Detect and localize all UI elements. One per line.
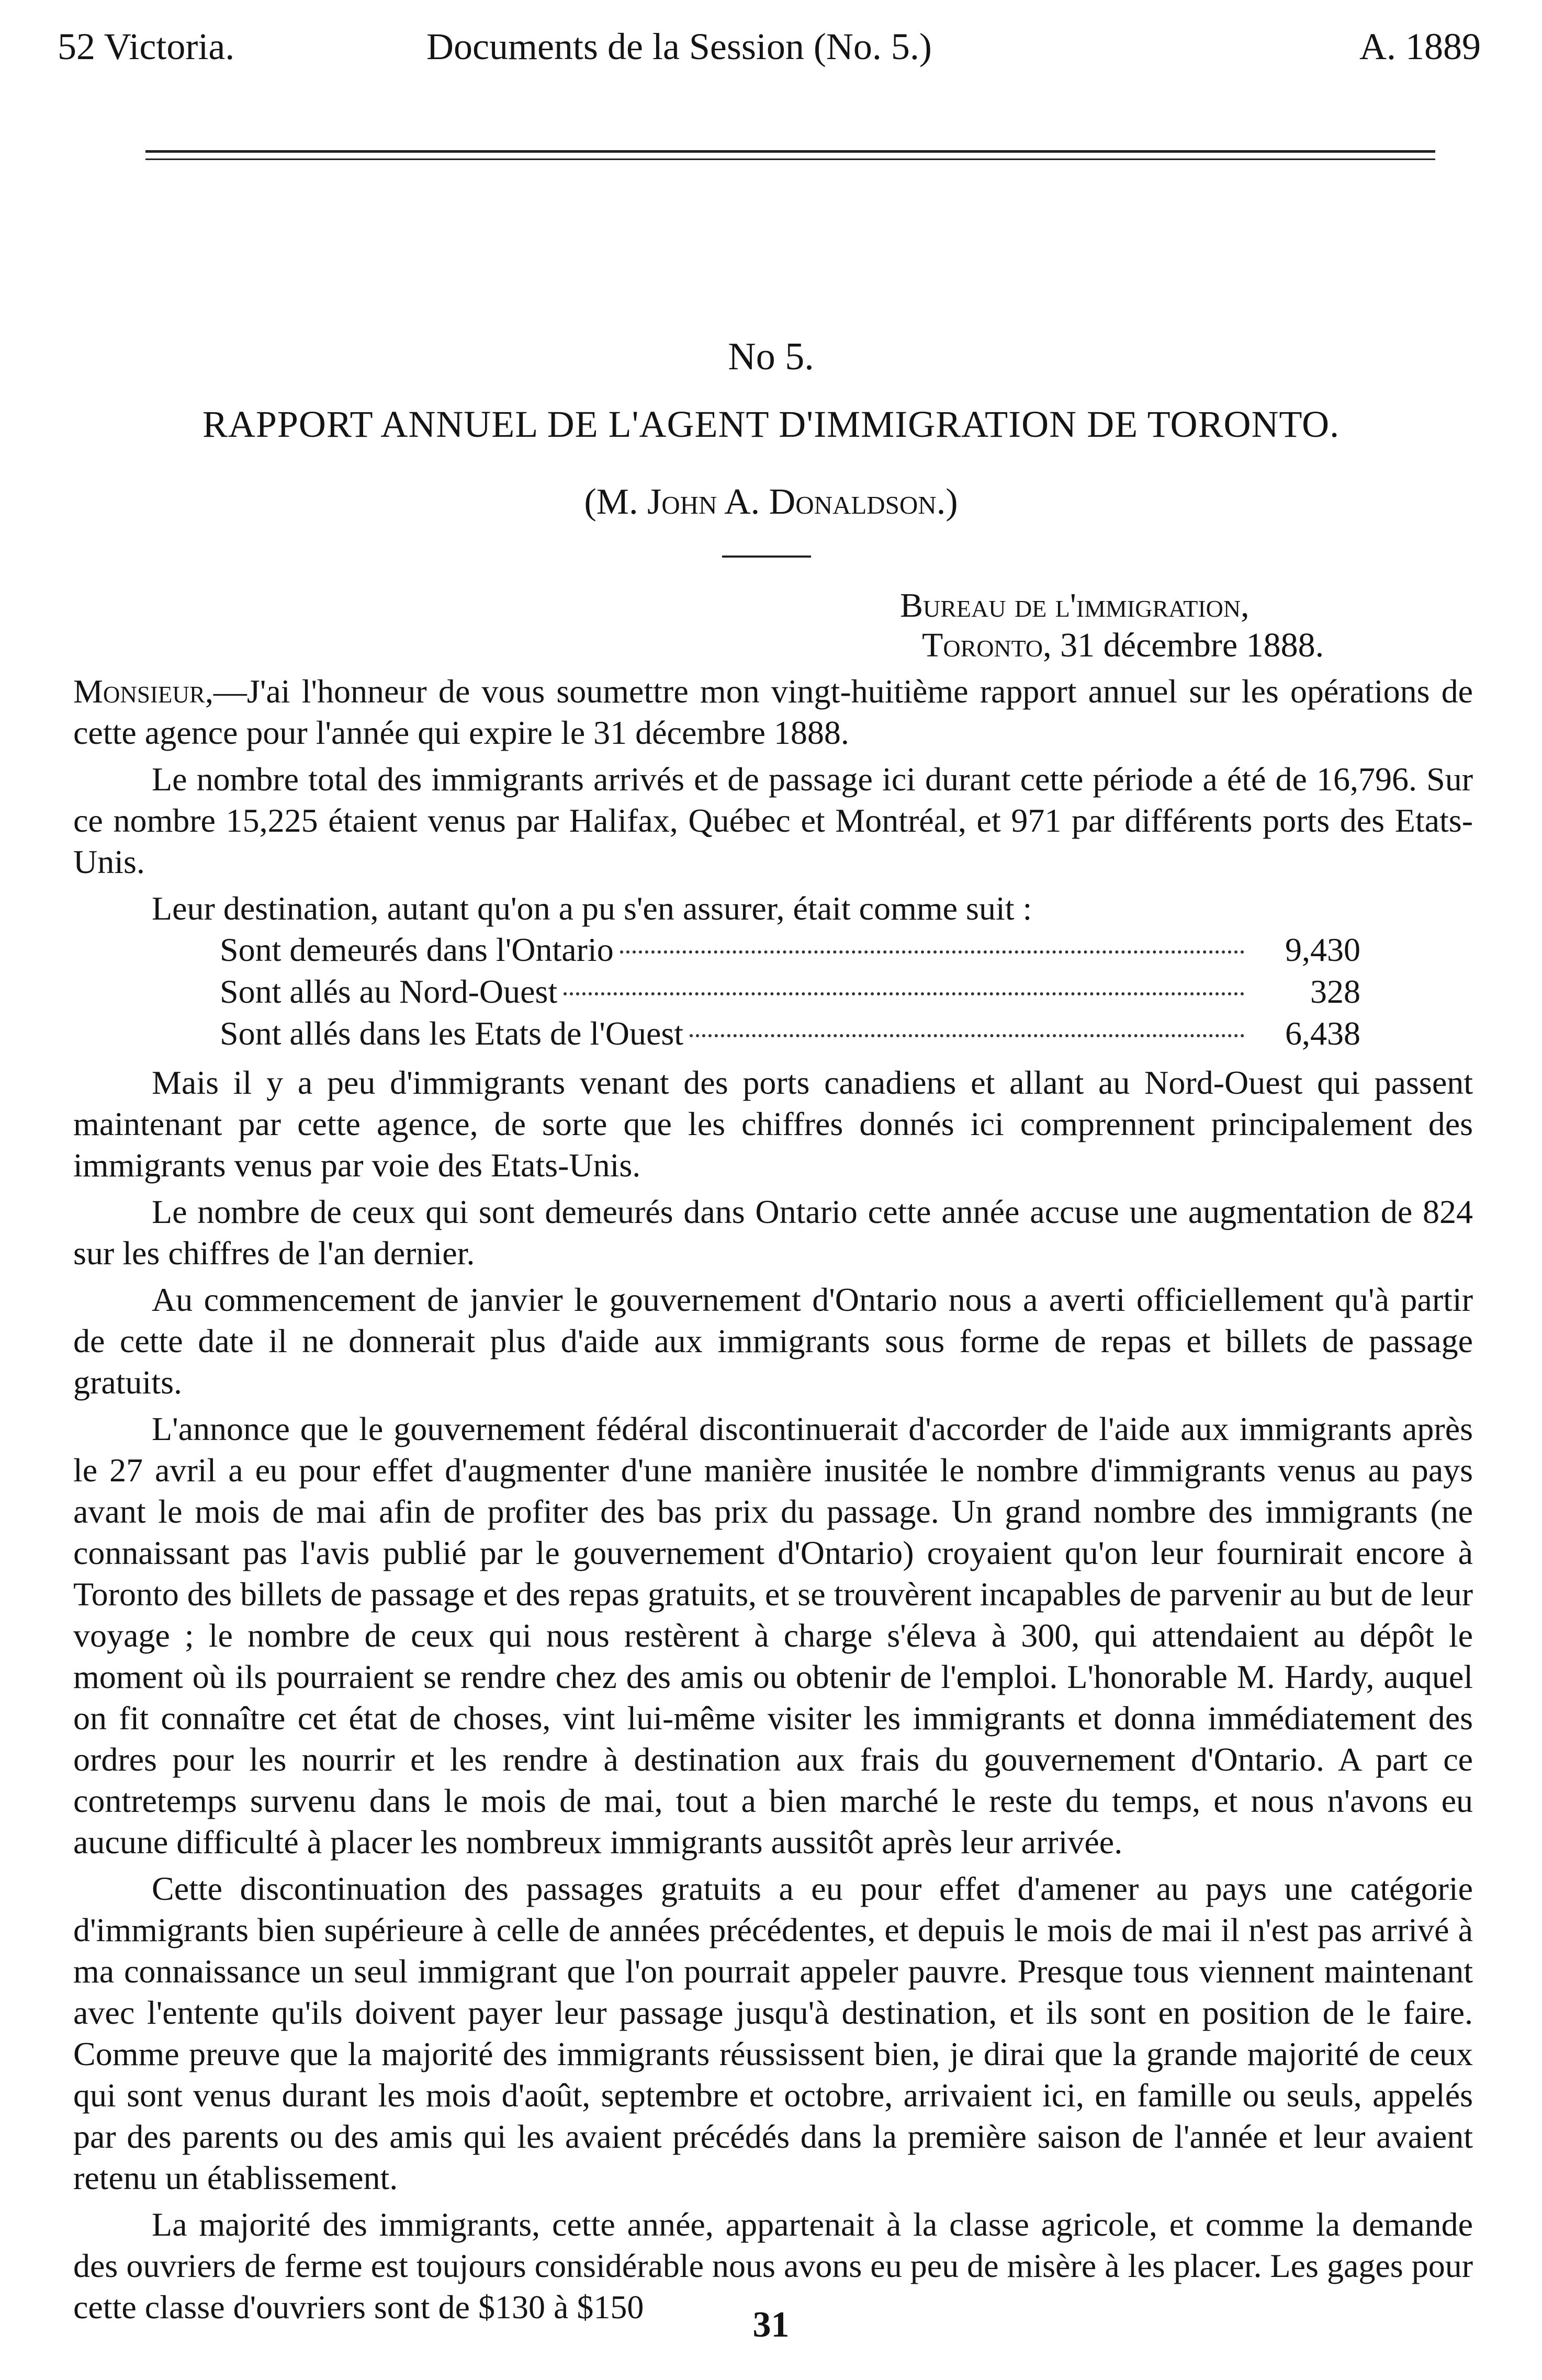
dateline-office: Bureau de l'immigration, bbox=[900, 586, 1250, 625]
destination-row bbox=[220, 929, 1360, 971]
paragraph-3: Leur destination, autant qu'on a pu s'en assurer, était comme suit : bbox=[152, 890, 1032, 927]
destination-row bbox=[220, 1013, 1360, 1055]
author-close: .) bbox=[936, 482, 958, 522]
dot-leader bbox=[690, 1034, 1244, 1037]
header-rule-bottom bbox=[145, 158, 1435, 160]
destination-count: 6,438 bbox=[1285, 1015, 1360, 1052]
destination-row bbox=[220, 971, 1360, 1013]
paragraph-6: Au commencement de janvier le gouvernement d'Ontario nous a averti officiellement qu'à partir de cette date il ne donnerait plus d'aide aux immigrants sous forme de repas et billets de passage gratuits. bbox=[73, 1281, 1473, 1401]
header-rule-top bbox=[145, 150, 1435, 153]
salutation: Monsieur, bbox=[73, 673, 213, 710]
destination-label: Sont demeurés dans l'Ontario bbox=[220, 931, 614, 968]
dateline-city: Toronto bbox=[922, 626, 1043, 664]
report-body bbox=[73, 671, 1473, 2333]
header-session-title: Documents de la Session (No. 5.) bbox=[426, 26, 932, 67]
dot-leader bbox=[620, 950, 1244, 954]
author-name: John A. Donaldson bbox=[647, 482, 937, 522]
author-open: (M. bbox=[584, 482, 648, 522]
paragraph-8: Cette discontinuation des passages gratuits a eu pour effet d'amener au pays une catégorie d'immigrants bien supérieure à celle de années précédentes, et depuis le mois de mai il n'est pas arrivé à ma connaissance un seul immigrant que l'on pourrait appeler pauvre. Presque tous viennent maintenant avec l'entente qu'ils doivent payer leur passage jusqu'à destination, et ils sont en position de le faire. Comme preuve que la majorité des immigrants réussissent bien, je dirai que la grande majorité de ceux qui sont venus durant les mois d'août, septembre et octobre, arrivaient ici, en famille ou seuls, appelés par des parents ou des amis qui les avaient précédés dans la première saison de l'année et leur avaient retenu un établissement. bbox=[73, 1870, 1473, 2196]
dateline-city-date bbox=[922, 626, 1324, 665]
page-number: 31 bbox=[752, 2305, 790, 2345]
paragraph-7: L'annonce que le gouvernement fédéral discontinuerait d'accorder de l'aide aux immigrants après le 27 avril a eu pour effet d'augmenter d'une manière inusitée le nombre d'immigrants venus au pays avant le mois de mai afin de profiter des bas prix du passage. Un grand nombre des immigrants (ne connaissant pas l'avis publié par le gouvernement d'Ontario) croyaient qu'on leur fournirait encore à Toronto des billets de passage et des repas gratuits, et se trouvèrent incapables de parvenir au but de leur voyage ; le nombre de ceux qui nous restèrent à charge s'éleva à 300, qui attendaient au dépôt le moment où ils pourraient se rendre chez des amis ou obtenir de l'emploi. L'honorable M. Hardy, auquel on fit connaître cet état de choses, vint lui-même visiter les immigrants et donna immédiatement des ordres pour les nourrir et les rendre à destination aux frais du gouvernement d'Ontario. A part ce contretemps survenu dans le mois de mai, tout a bien marché le reste du temps, et nous n'avons eu aucune difficulté à placer les nombreux immigrants aussitôt après leur arrivée. bbox=[73, 1410, 1473, 1861]
running-header bbox=[58, 18, 1481, 75]
document-number: No 5. bbox=[728, 335, 814, 378]
paragraph-9: La majorité des immigrants, cette année, appartenait à la classe agricole, et comme la demande des ouvriers de ferme est toujours considérable nous avons eu peu de misère à les placer. Les gages pour cette classe d'ouvriers sont de $130 à $150 bbox=[73, 2206, 1473, 2326]
destination-list bbox=[73, 929, 1473, 1055]
paragraph-5: Le nombre de ceux qui sont demeurés dans Ontario cette année accuse une augmentation de 824 sur les chiffres de l'an dernier. bbox=[73, 1193, 1473, 1272]
paragraph-salutation bbox=[73, 671, 1473, 753]
destination-count: 328 bbox=[1310, 973, 1360, 1010]
dateline-date: , 31 décembre 1888. bbox=[1043, 626, 1324, 664]
paragraph-4: Mais il y a peu d'immigrants venant des ports canadiens et allant au Nord-Ouest qui passent maintenant par cette agence, de sorte que les chiffres donnés ici comprennent principalement des immigrants venus par voie des Etats-Unis. bbox=[73, 1064, 1473, 1184]
report-author bbox=[0, 481, 1542, 523]
dot-leader bbox=[564, 992, 1244, 995]
header-volume: 52 Victoria. bbox=[58, 26, 235, 67]
paragraph-1-text: —J'ai l'honneur de vous soumettre mon vingt-huitième rapport annuel sur les opérations de cette agence pour l'année qui expire le 31 décembre 1888. bbox=[73, 673, 1473, 751]
destination-label: Sont allés au Nord-Ouest bbox=[220, 973, 558, 1010]
destination-label: Sont allés dans les Etats de l'Ouest bbox=[220, 1015, 684, 1052]
paragraph-2: Le nombre total des immigrants arrivés et de passage ici durant cette période a été de 16,796. Sur ce nombre 15,225 étaient venus par Halifax, Québec et Montréal, et 971 par différents ports des Etats-Unis. bbox=[73, 761, 1473, 880]
report-title: RAPPORT ANNUEL DE L'AGENT D'IMMIGRATION DE TORONTO. bbox=[202, 403, 1340, 445]
destination-count: 9,430 bbox=[1285, 931, 1360, 968]
header-year: A. 1889 bbox=[1359, 26, 1481, 67]
title-separator bbox=[722, 556, 811, 558]
